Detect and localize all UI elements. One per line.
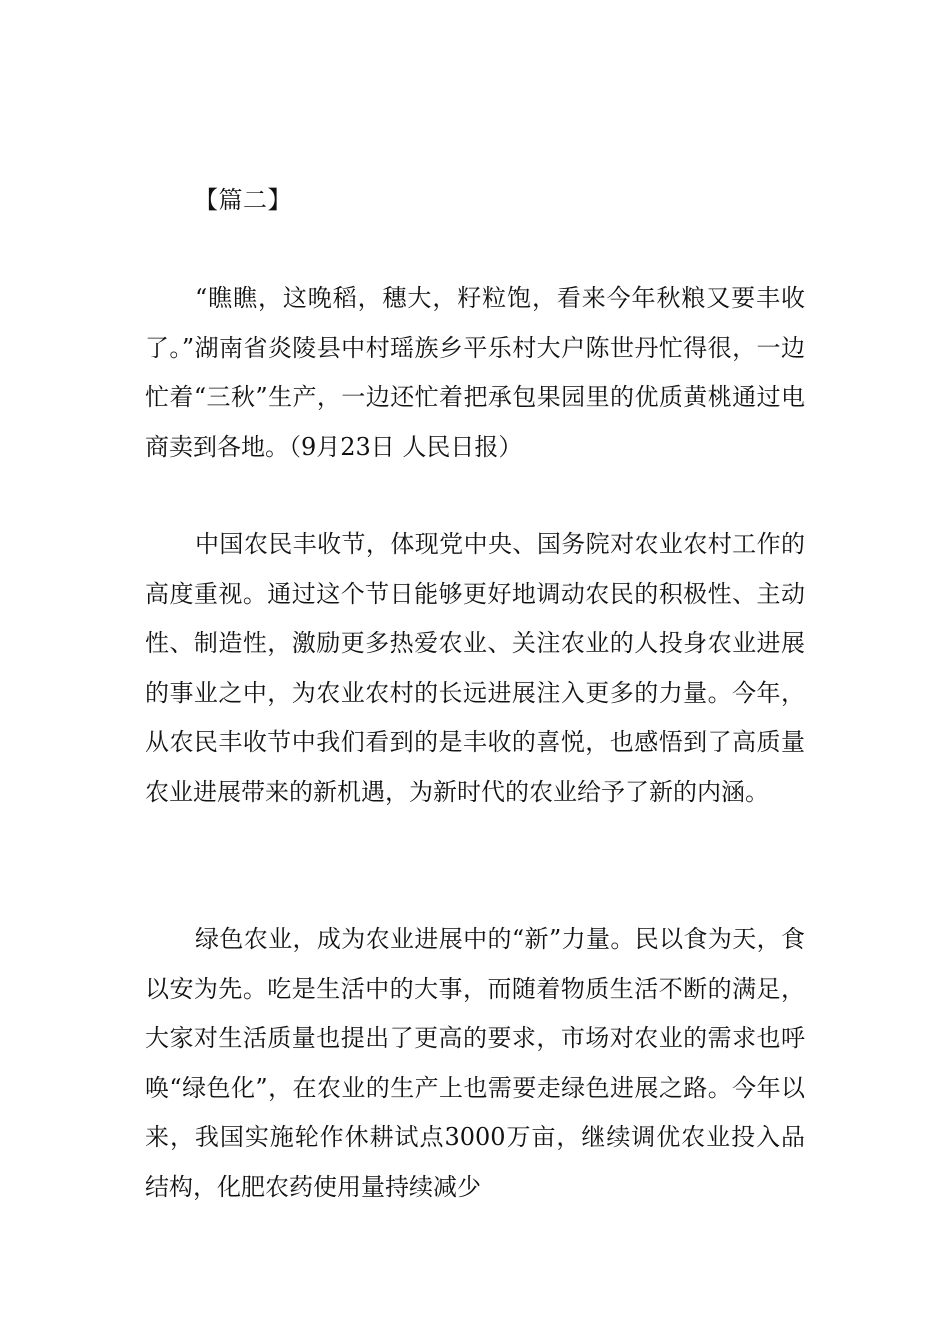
paragraph-3: 绿色农业，成为农业进展中的“新”力量。民以食为天，食以安为先。吃是生活中的大事，而随着物质生活不断的满足，大家对生活质量也提出了更高的要求，市场对农业的需求也呼唤“绿色化”，在农业的生产上也需要走绿色进展之路。今年以来，我国实施轮作休耕试点3000万亩，继续调优农业投入品结构，化肥农药使用量持续减少 bbox=[145, 925, 805, 1201]
section-heading: 【篇二】 bbox=[194, 186, 292, 214]
paragraph-1: “瞧瞧，这晚稻，穗大，籽粒饱，看来今年秋粮又要丰收了。”湖南省炎陵县中村瑶族乡平乐村大户陈世丹忙得很，一边忙着“三秋”生产，一边还忙着把承包果园里的优质黄桃通过电商卖到各地。（9月23日 人民日报） bbox=[145, 284, 805, 461]
paragraph-2: 中国农民丰收节，体现党中央、国务院对农业农村工作的高度重视。通过这个节日能够更好地调动农民的积极性、主动性、制造性，激励更多热爱农业、关注农业的人投身农业进展的事业之中，为农业农村的长远进展注入更多的力量。今年，从农民丰收节中我们看到的是丰收的喜悦，也感悟到了高质量农业进展带来的新机遇，为新时代的农业给予了新的内涵。 bbox=[145, 530, 805, 806]
